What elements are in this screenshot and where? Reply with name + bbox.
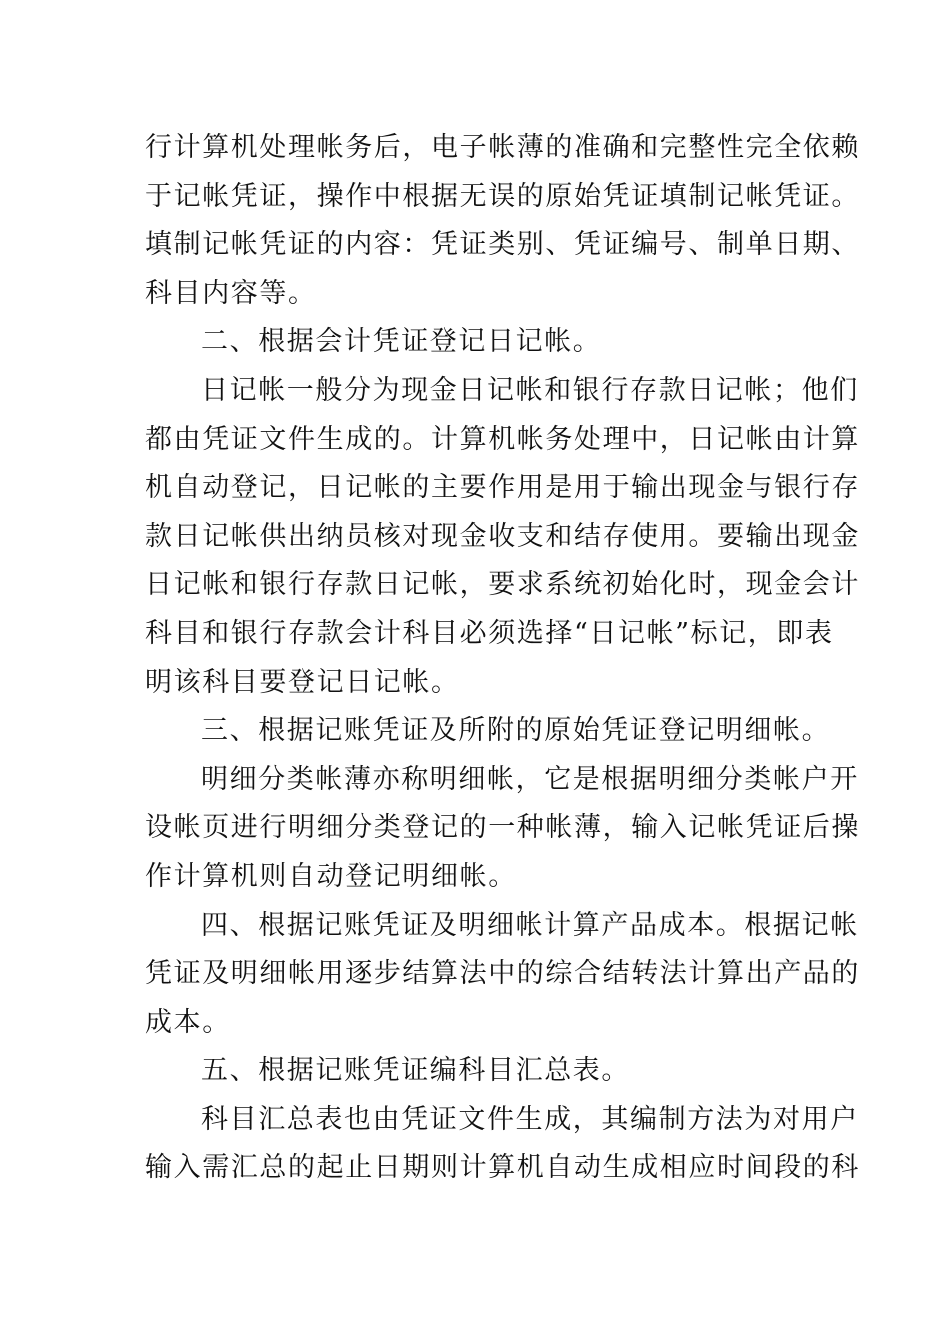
text-line: 成本。 (145, 1006, 231, 1038)
text-line: 凭证及明细帐用逐步结算法中的综合结转法计算出产品的 (145, 958, 860, 990)
text-line: 都由凭证文件生成的。计算机帐务处理中，日记帐由计算 (145, 423, 860, 455)
paragraph-start-line: 科目汇总表也由凭证文件生成，其编制方法为对用户 (201, 1103, 859, 1135)
section-heading-2: 二、根据会计凭证登记日记帐。 (201, 326, 602, 358)
text-line: 款日记帐供出纳员核对现金收支和结存使用。要输出现金 (145, 520, 860, 552)
text-line: 作计算机则自动登记明细帐。 (145, 860, 517, 892)
text-line: 科目和银行存款会计科目必须选择“日记帐”标记，即表 (145, 617, 834, 649)
text-line: 日记帐和银行存款日记帐，要求系统初始化时，现金会计 (145, 569, 860, 601)
text-line: 填制记帐凭证的内容：凭证类别、凭证编号、制单日期、 (145, 229, 860, 261)
section-heading-4: 四、根据记账凭证及明细帐计算产品成本。根据记帐 (201, 909, 859, 941)
text-line: 机自动登记，日记帐的主要作用是用于输出现金与银行存 (145, 472, 860, 504)
text-line: 科目内容等。 (145, 277, 317, 309)
text-line: 输入需汇总的起止日期则计算机自动生成相应时间段的科 (145, 1152, 860, 1184)
text-line: 行计算机处理帐务后，电子帐薄的准确和完整性完全依赖 (145, 132, 860, 163)
document-body (145, 124, 860, 1193)
text-line: 设帐页进行明细分类登记的一种帐薄，输入记帐凭证后操 (145, 812, 860, 844)
paragraph-start-line: 日记帐一般分为现金日记帐和银行存款日记帐；他们 (201, 374, 859, 406)
text-line: 明该科目要登记日记帐。 (145, 666, 460, 698)
text-line: 于记帐凭证，操作中根据无误的原始凭证填制记帐凭证。 (145, 180, 860, 212)
paragraph-start-line: 明细分类帐薄亦称明细帐，它是根据明细分类帐户开 (201, 763, 859, 795)
section-heading-3: 三、根据记账凭证及所附的原始凭证登记明细帐。 (201, 715, 831, 747)
section-heading-5: 五、根据记账凭证编科目汇总表。 (201, 1055, 630, 1087)
